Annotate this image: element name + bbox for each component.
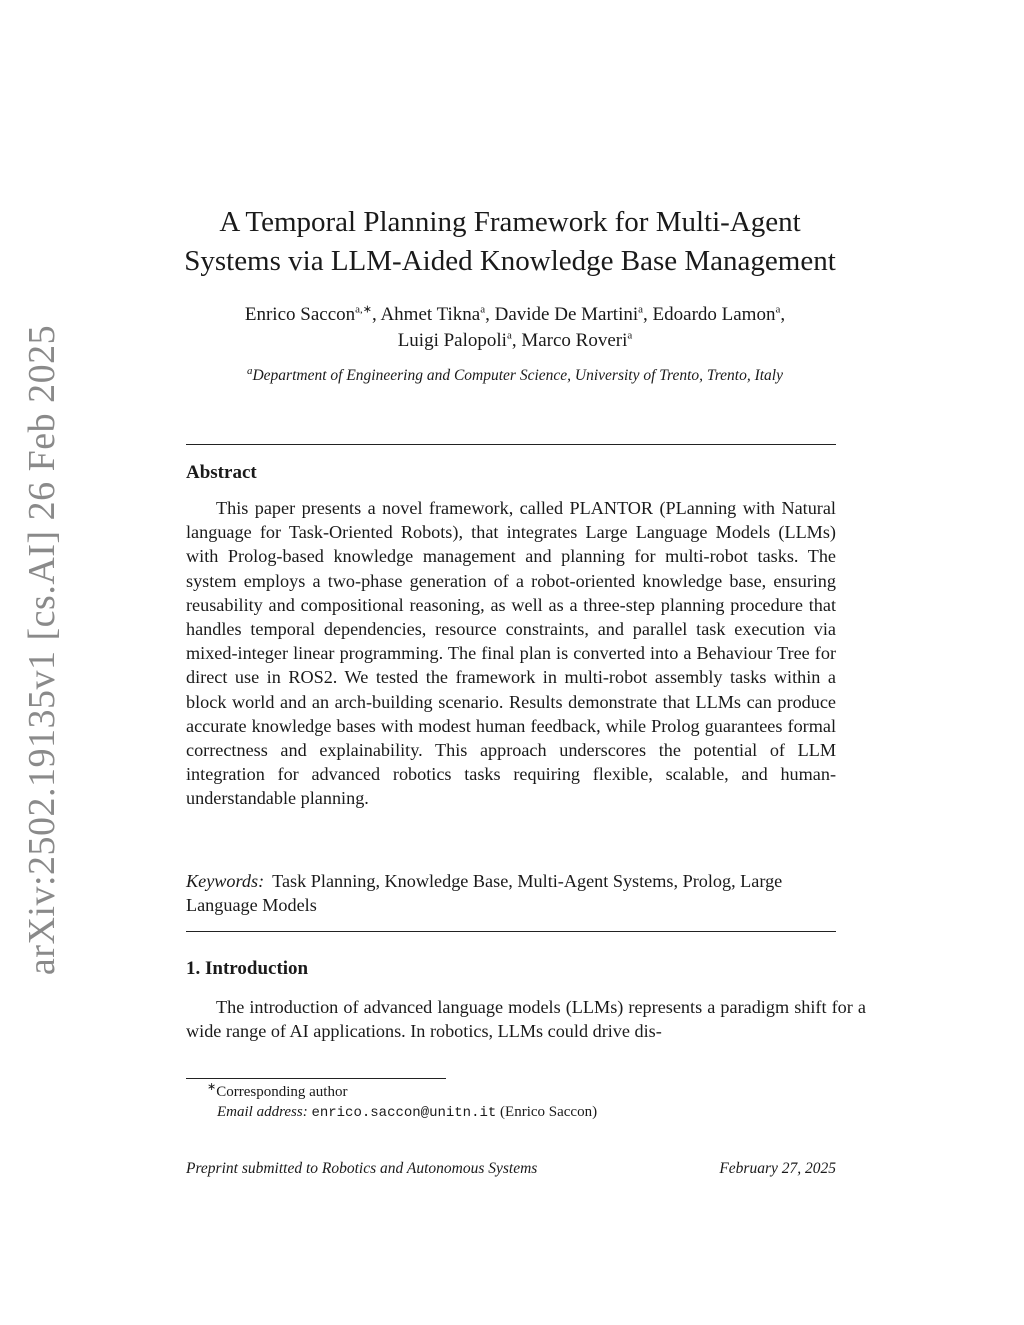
preprint-venue: Preprint submitted to Robotics and Autonomous Systems [186,1160,538,1177]
introduction-heading: 1. Introduction [186,958,309,979]
introduction-body: The introduction of advanced language models (LLMs) represents a paradigm shift for a wide range of AI applications. In robotics, LLMs could drive dis- [186,997,866,1042]
author: Luigi Palopoli$^a$, [397,329,522,351]
email-link[interactable]: enrico.saccon@unitn.it [311,1105,497,1121]
preprint-date: February 27, 2025 [719,1160,836,1177]
abstract-top-rule [186,444,836,445]
arxiv-identifier: arXiv:2502.19135v1 [cs.AI] 26 Feb 2025 [21,324,63,976]
affiliation: $^a$Department of Engineering and Computer Science, University of Trento, Trento, Italy [246,364,783,384]
keywords-label: Keywords: [186,871,265,891]
author: Ahmet Tikna$^a$, [380,303,495,325]
author: Davide De Martini$^a$, [494,303,653,325]
keywords-list: Task Planning, Knowledge Base, Multi-Agent Systems, Prolog, Large Language Models [186,871,783,916]
corresponding-author-footnote: ∗Corresponding author [207,1081,348,1100]
author: Edoardo Lamon$^a$, [652,303,786,325]
footnote-rule [186,1078,446,1079]
author: Enrico Saccon$^{a,∗}$, [244,303,381,325]
author: Marco Roveri$^a$ [521,329,633,351]
author-list [160,302,870,354]
title-line-1: A Temporal Planning Framework for Multi-Agent [219,206,801,238]
keywords [186,869,836,917]
preprint-footer [186,1160,836,1178]
abstract-body: This paper presents a novel framework, called PLANTOR (PLanning with Natural language for Task-Oriented Robots), that integrates Large Language Models (LLMs) with Prolog-based knowledge management and planning for multi-robot tasks. The system employs a two-phase generation of a robot-oriented knowledge base, ensuring reusability and compositional reasoning, as well as a three-step planning procedure that handles temporal dependencies, resource constraints, and parallel task execution via mixed-integer linear programming. The final plan is converted into a Behaviour Tree for direct use in ROS2. We tested the framework in multi-robot assembly tasks within a block world and an arch-building scenario. Results demonstrate that LLMs can produce accurate knowledge bases with modest human feedback, while Prolog guarantees formal correctness and explainability. This approach underscores the potential of LLM integration for advanced robotics tasks requiring flexible, scalable, and human-understandable planning. [186,498,836,809]
email-footnote: Email address: enrico.saccon@unitn.it (Enrico Saccon) [217,1104,598,1121]
paper-title [160,203,860,281]
title-line-2: Systems via LLM-Aided Knowledge Base Management [184,245,836,277]
abstract-bottom-rule [186,931,836,932]
abstract-heading: Abstract [186,462,257,483]
